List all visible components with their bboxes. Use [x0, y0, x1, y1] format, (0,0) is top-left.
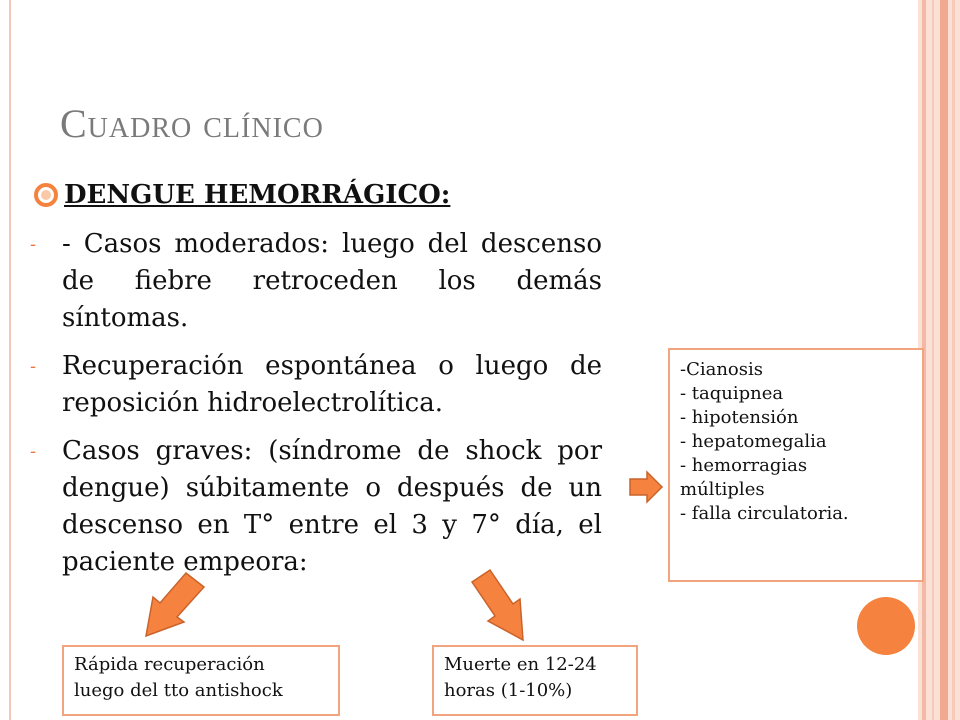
- outcome-line: luego del tto antishock: [74, 680, 283, 701]
- bullet-text: - Casos moderados: luego del descenso de fiebre retroceden los demás síntomas.: [62, 229, 602, 333]
- dash-bullet-icon: -: [30, 441, 37, 462]
- complication-item: - hepatomegalia: [680, 431, 827, 452]
- slide-title: Cuadro clínico: [60, 101, 324, 146]
- complication-item: múltiples: [680, 479, 765, 500]
- arrow-right-icon: [630, 472, 662, 502]
- decorative-circle: [857, 597, 915, 655]
- dash-bullet-icon: -: [30, 356, 37, 377]
- complication-item: - taquipnea: [680, 383, 784, 404]
- complication-item: -Cianosis: [680, 359, 764, 380]
- arrow-down-left-icon: [146, 573, 204, 636]
- bullet-text: Recuperación espontánea o luego de reposición hidroelectrolítica.: [62, 351, 602, 418]
- outcome-line: Rápida recuperación: [74, 654, 265, 675]
- complication-item: - falla circulatoria.: [680, 503, 849, 524]
- outcome-line: Muerte en 12-24: [444, 654, 597, 675]
- section-heading: DENGUE HEMORRÁGICO:: [64, 180, 451, 210]
- dash-bullet-icon: -: [30, 234, 37, 255]
- outcome-line: horas (1-10%): [444, 680, 573, 701]
- arrow-down-right-icon: [472, 570, 523, 640]
- complication-item: - hipotensión: [680, 407, 799, 428]
- bullet-text: Casos graves: (síndrome de shock por dengue) súbitamente o después de un descenso en T° entre el 3 y 7° día, el paciente empeora:: [62, 436, 602, 577]
- complication-item: - hemorragias: [680, 455, 808, 476]
